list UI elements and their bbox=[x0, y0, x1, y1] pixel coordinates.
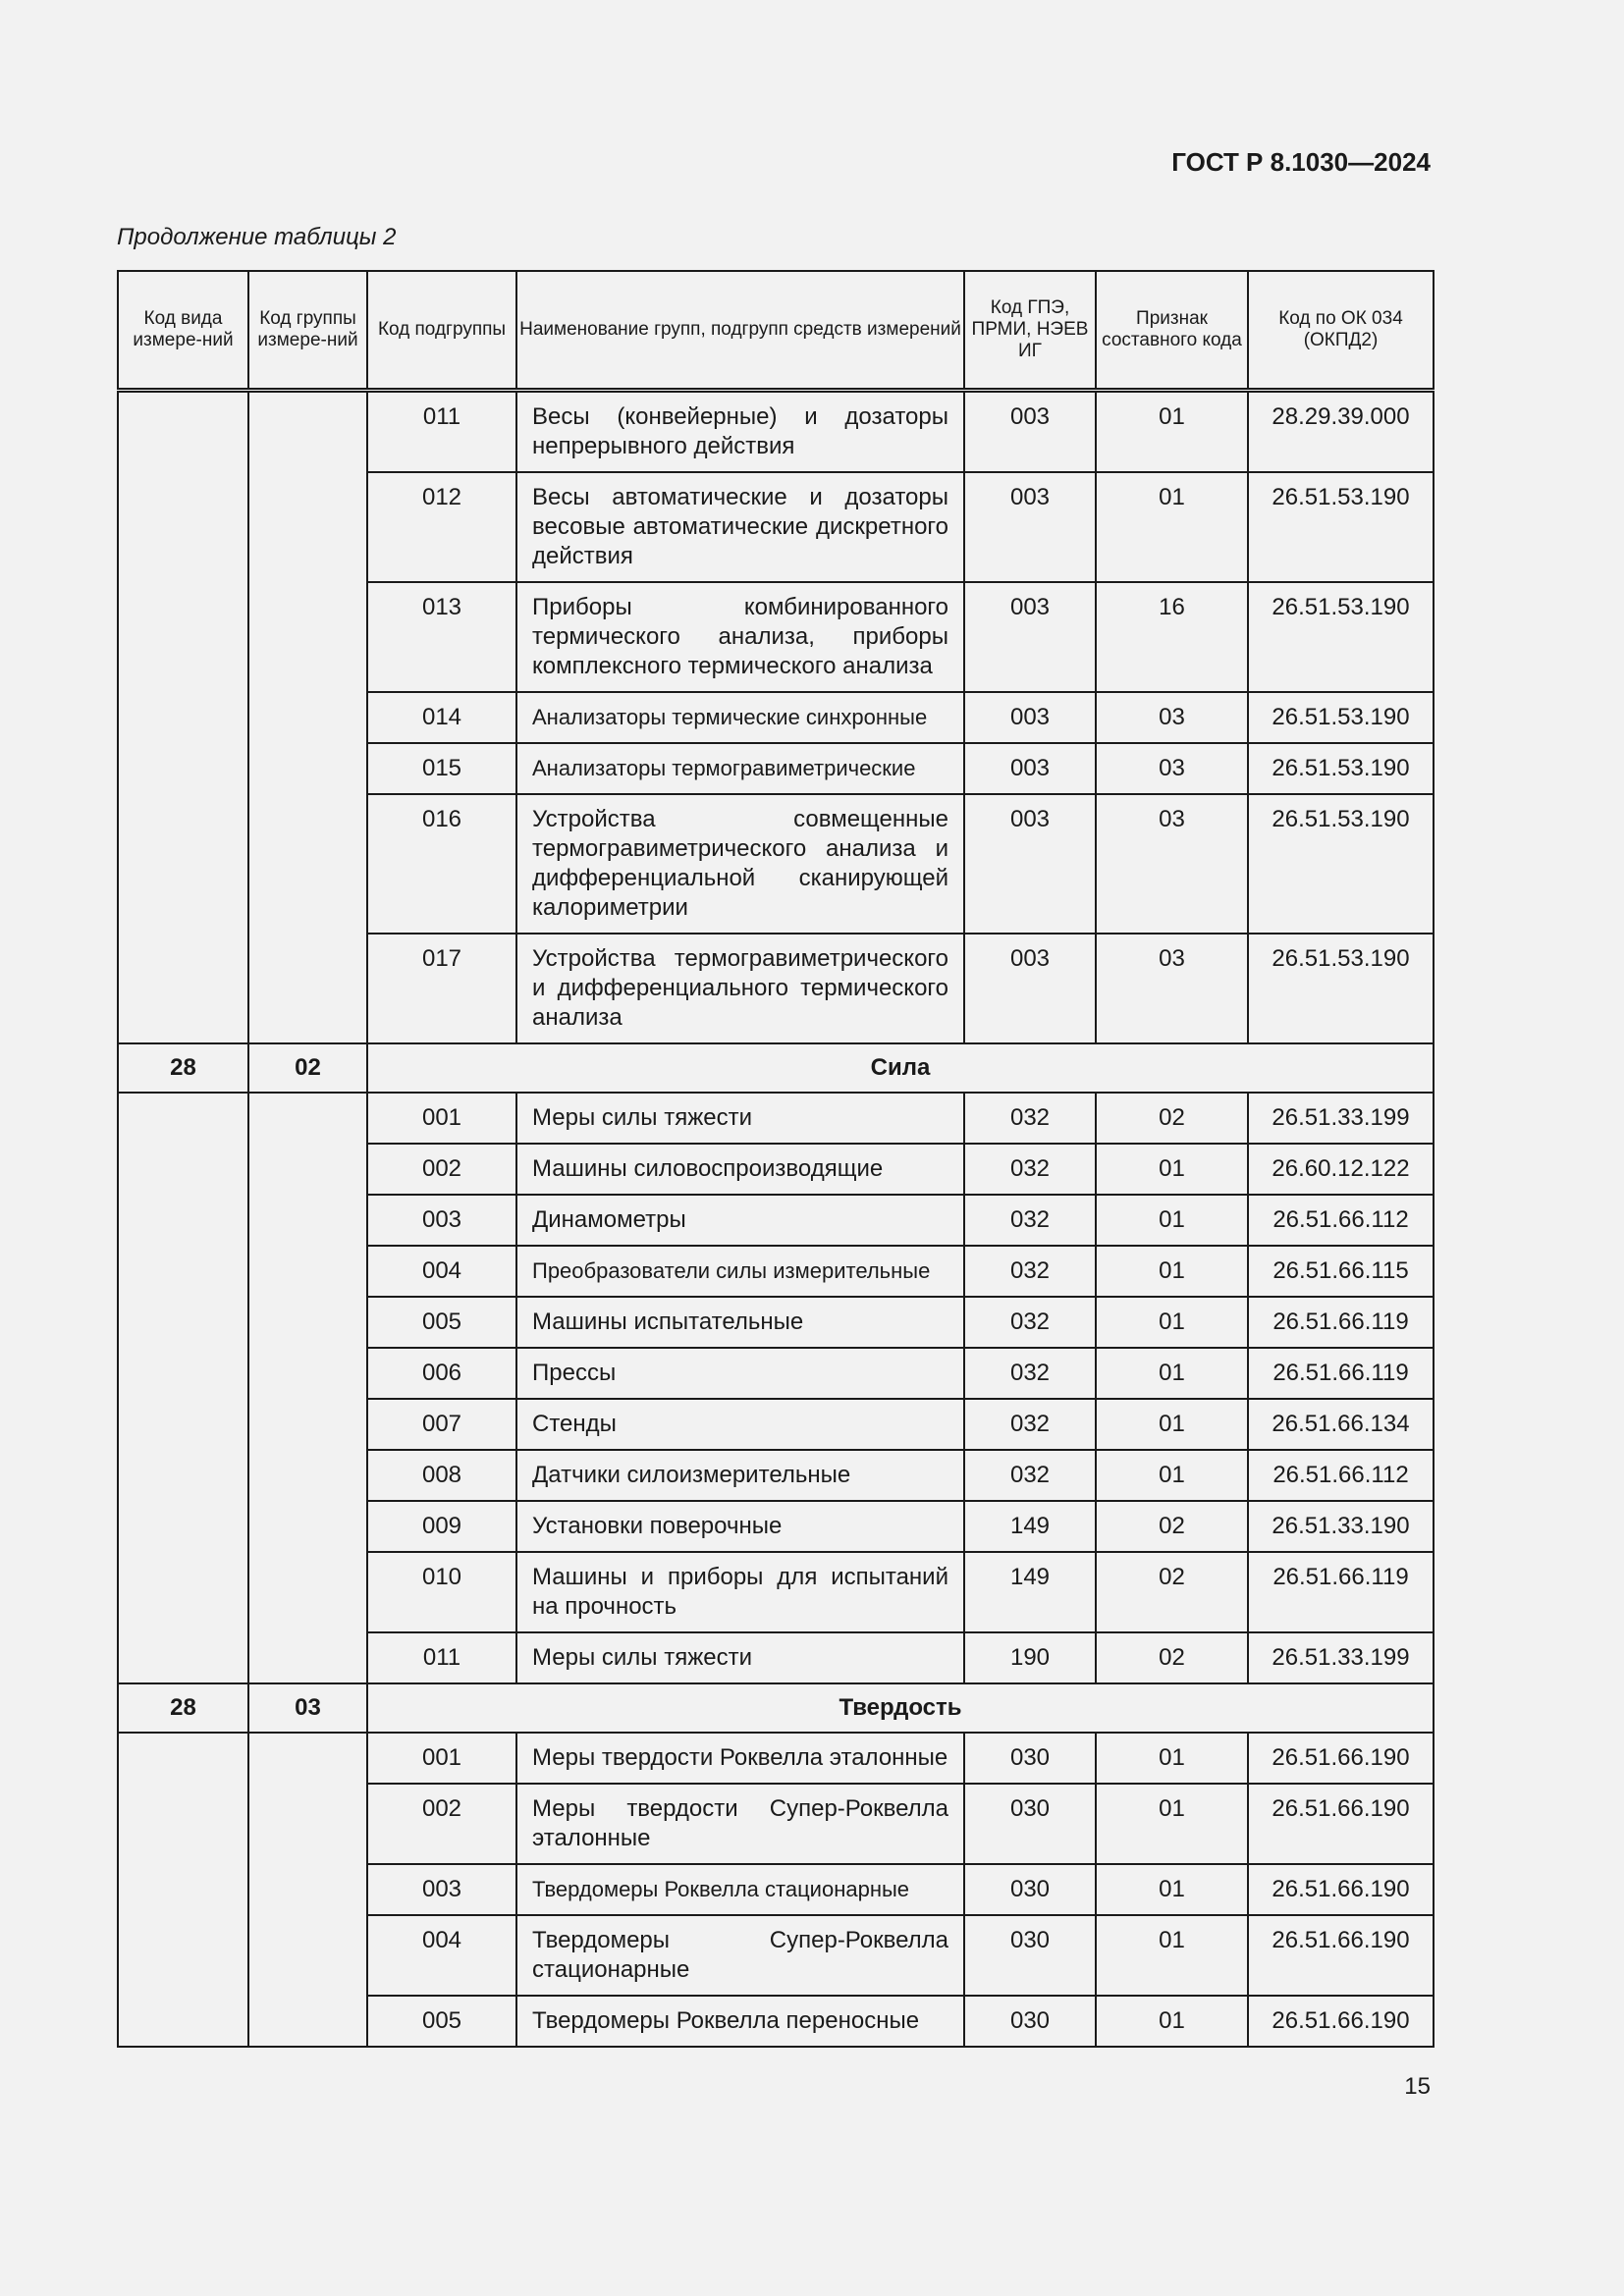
subgroup-name: Анализаторы термические синхронные bbox=[516, 692, 964, 743]
section-row-tverdost bbox=[118, 1683, 1434, 1733]
gpe-code: 030 bbox=[964, 1784, 1096, 1864]
subgroup-code: 002 bbox=[367, 1144, 516, 1195]
gpe-code: 032 bbox=[964, 1144, 1096, 1195]
okpd-code: 26.51.53.190 bbox=[1248, 692, 1434, 743]
okpd-code: 26.51.53.190 bbox=[1248, 794, 1434, 934]
subgroup-code: 005 bbox=[367, 1297, 516, 1348]
subgroup-name: Приборы комбинированного термического анализа, приборы комплексного термического анализа bbox=[516, 582, 964, 692]
composite-sign: 01 bbox=[1096, 1195, 1248, 1246]
empty-vid-cell bbox=[118, 1093, 248, 1683]
subgroup-code: 016 bbox=[367, 794, 516, 934]
subgroup-name: Динамометры bbox=[516, 1195, 964, 1246]
empty-group-cell bbox=[248, 1093, 367, 1683]
gpe-code: 003 bbox=[964, 472, 1096, 582]
table-header-row bbox=[118, 271, 1434, 391]
gpe-code: 032 bbox=[964, 1348, 1096, 1399]
subgroup-name: Весы (конвейерные) и дозаторы непрерывного действия bbox=[516, 391, 964, 473]
subgroup-name: Устройства совмещенные термогравиметрического анализа и дифференциальной сканирующей калориметрии bbox=[516, 794, 964, 934]
column-header: Код вида измере-ний bbox=[118, 271, 248, 391]
okpd-code: 26.51.33.199 bbox=[1248, 1632, 1434, 1683]
subgroup-code: 005 bbox=[367, 1996, 516, 2047]
subgroup-code: 004 bbox=[367, 1246, 516, 1297]
column-header: Код группы измере-ний bbox=[248, 271, 367, 391]
subgroup-name: Машины силовоспроизводящие bbox=[516, 1144, 964, 1195]
subgroup-code: 013 bbox=[367, 582, 516, 692]
page-number: 15 bbox=[1404, 2073, 1431, 2100]
subgroup-code: 002 bbox=[367, 1784, 516, 1864]
okpd-code: 26.51.33.199 bbox=[1248, 1093, 1434, 1144]
empty-group-cell bbox=[248, 391, 367, 1044]
okpd-code: 26.51.66.119 bbox=[1248, 1297, 1434, 1348]
gpe-code: 032 bbox=[964, 1093, 1096, 1144]
subgroup-code: 008 bbox=[367, 1450, 516, 1501]
okpd-code: 26.51.66.119 bbox=[1248, 1348, 1434, 1399]
subgroup-code: 001 bbox=[367, 1733, 516, 1784]
subgroup-code: 014 bbox=[367, 692, 516, 743]
composite-sign: 16 bbox=[1096, 582, 1248, 692]
okpd-code: 26.51.66.112 bbox=[1248, 1450, 1434, 1501]
subgroup-name: Меры твердости Роквелла эталонные bbox=[516, 1733, 964, 1784]
composite-sign: 02 bbox=[1096, 1552, 1248, 1632]
subgroup-name: Твердомеры Супер-Роквелла стационарные bbox=[516, 1915, 964, 1996]
subgroup-code: 011 bbox=[367, 391, 516, 473]
subgroup-name: Меры силы тяжести bbox=[516, 1093, 964, 1144]
composite-sign: 01 bbox=[1096, 1297, 1248, 1348]
subgroup-name: Анализаторы термогравиметрические bbox=[516, 743, 964, 794]
gpe-code: 030 bbox=[964, 1733, 1096, 1784]
composite-sign: 02 bbox=[1096, 1093, 1248, 1144]
okpd-code: 26.60.12.122 bbox=[1248, 1144, 1434, 1195]
subgroup-code: 003 bbox=[367, 1864, 516, 1915]
okpd-code: 26.51.53.190 bbox=[1248, 934, 1434, 1043]
composite-sign: 01 bbox=[1096, 1784, 1248, 1864]
composite-sign: 01 bbox=[1096, 1996, 1248, 2047]
composite-sign: 01 bbox=[1096, 1864, 1248, 1915]
empty-group-cell bbox=[248, 1733, 367, 2047]
column-header: Признак составного кода bbox=[1096, 271, 1248, 391]
table-row bbox=[118, 391, 1434, 473]
gpe-code: 003 bbox=[964, 692, 1096, 743]
empty-vid-cell bbox=[118, 391, 248, 1044]
composite-sign: 03 bbox=[1096, 692, 1248, 743]
gpe-code: 003 bbox=[964, 582, 1096, 692]
gpe-code: 003 bbox=[964, 743, 1096, 794]
subgroup-name: Машины испытательные bbox=[516, 1297, 964, 1348]
column-header: Наименование групп, подгрупп средств измерений bbox=[516, 271, 964, 391]
subgroup-name: Твердомеры Роквелла переносные bbox=[516, 1996, 964, 2047]
subgroup-name: Установки поверочные bbox=[516, 1501, 964, 1552]
section-title: Сила bbox=[367, 1043, 1434, 1093]
subgroup-code: 004 bbox=[367, 1915, 516, 1996]
table-caption: Продолжение таблицы 2 bbox=[117, 224, 397, 250]
gpe-code: 149 bbox=[964, 1552, 1096, 1632]
composite-sign: 01 bbox=[1096, 472, 1248, 582]
composite-sign: 03 bbox=[1096, 743, 1248, 794]
okpd-code: 28.29.39.000 bbox=[1248, 391, 1434, 473]
subgroup-code: 012 bbox=[367, 472, 516, 582]
table-row bbox=[118, 1733, 1434, 1784]
section-vid-code: 28 bbox=[118, 1683, 248, 1733]
okpd-code: 26.51.66.190 bbox=[1248, 1733, 1434, 1784]
subgroup-code: 007 bbox=[367, 1399, 516, 1450]
subgroup-code: 006 bbox=[367, 1348, 516, 1399]
okpd-code: 26.51.53.190 bbox=[1248, 743, 1434, 794]
section-row-sila bbox=[118, 1043, 1434, 1093]
column-header: Код ГПЭ, ПРМИ, НЭЕВ ИГ bbox=[964, 271, 1096, 391]
okpd-code: 26.51.66.190 bbox=[1248, 1784, 1434, 1864]
subgroup-name: Машины и приборы для испытаний на прочность bbox=[516, 1552, 964, 1632]
gpe-code: 149 bbox=[964, 1501, 1096, 1552]
okpd-code: 26.51.66.190 bbox=[1248, 1915, 1434, 1996]
composite-sign: 01 bbox=[1096, 1915, 1248, 1996]
section-group-code: 03 bbox=[248, 1683, 367, 1733]
subgroup-name: Прессы bbox=[516, 1348, 964, 1399]
composite-sign: 01 bbox=[1096, 1348, 1248, 1399]
composite-sign: 03 bbox=[1096, 934, 1248, 1043]
subgroup-name: Меры силы тяжести bbox=[516, 1632, 964, 1683]
composite-sign: 01 bbox=[1096, 1246, 1248, 1297]
okpd-code: 26.51.66.190 bbox=[1248, 1864, 1434, 1915]
subgroup-code: 003 bbox=[367, 1195, 516, 1246]
okpd-code: 26.51.66.119 bbox=[1248, 1552, 1434, 1632]
subgroup-code: 017 bbox=[367, 934, 516, 1043]
subgroup-name: Датчики силоизмерительные bbox=[516, 1450, 964, 1501]
subgroup-name: Весы автоматические и дозаторы весовые автоматические дискретного действия bbox=[516, 472, 964, 582]
document-code: ГОСТ Р 8.1030—2024 bbox=[1171, 147, 1431, 177]
gpe-code: 032 bbox=[964, 1399, 1096, 1450]
gpe-code: 030 bbox=[964, 1996, 1096, 2047]
table-row bbox=[118, 1093, 1434, 1144]
column-header: Код подгруппы bbox=[367, 271, 516, 391]
composite-sign: 01 bbox=[1096, 1450, 1248, 1501]
composite-sign: 02 bbox=[1096, 1632, 1248, 1683]
composite-sign: 01 bbox=[1096, 1144, 1248, 1195]
subgroup-name: Стенды bbox=[516, 1399, 964, 1450]
composite-sign: 01 bbox=[1096, 391, 1248, 473]
gpe-code: 190 bbox=[964, 1632, 1096, 1683]
empty-vid-cell bbox=[118, 1733, 248, 2047]
subgroup-code: 015 bbox=[367, 743, 516, 794]
subgroup-name: Устройства термогравиметрического и дифференциального термического анализа bbox=[516, 934, 964, 1043]
composite-sign: 02 bbox=[1096, 1501, 1248, 1552]
subgroup-code: 001 bbox=[367, 1093, 516, 1144]
subgroup-code: 009 bbox=[367, 1501, 516, 1552]
composite-sign: 03 bbox=[1096, 794, 1248, 934]
section-title: Твердость bbox=[367, 1683, 1434, 1733]
subgroup-name: Преобразователи силы измерительные bbox=[516, 1246, 964, 1297]
section-group-code: 02 bbox=[248, 1043, 367, 1093]
gpe-code: 032 bbox=[964, 1246, 1096, 1297]
okpd-code: 26.51.33.190 bbox=[1248, 1501, 1434, 1552]
subgroup-code: 011 bbox=[367, 1632, 516, 1683]
okpd-code: 26.51.66.134 bbox=[1248, 1399, 1434, 1450]
okpd-code: 26.51.66.112 bbox=[1248, 1195, 1434, 1246]
subgroup-name: Твердомеры Роквелла стационарные bbox=[516, 1864, 964, 1915]
gpe-code: 030 bbox=[964, 1915, 1096, 1996]
composite-sign: 01 bbox=[1096, 1733, 1248, 1784]
gpe-code: 003 bbox=[964, 794, 1096, 934]
okpd-code: 26.51.53.190 bbox=[1248, 472, 1434, 582]
gpe-code: 032 bbox=[964, 1195, 1096, 1246]
column-header: Код по ОК 034 (ОКПД2) bbox=[1248, 271, 1434, 391]
okpd-code: 26.51.66.115 bbox=[1248, 1246, 1434, 1297]
gpe-code: 003 bbox=[964, 391, 1096, 473]
okpd-code: 26.51.66.190 bbox=[1248, 1996, 1434, 2047]
gpe-code: 032 bbox=[964, 1450, 1096, 1501]
subgroup-code: 010 bbox=[367, 1552, 516, 1632]
section-vid-code: 28 bbox=[118, 1043, 248, 1093]
gpe-code: 030 bbox=[964, 1864, 1096, 1915]
classification-table bbox=[117, 270, 1435, 2048]
gpe-code: 032 bbox=[964, 1297, 1096, 1348]
composite-sign: 01 bbox=[1096, 1399, 1248, 1450]
gpe-code: 003 bbox=[964, 934, 1096, 1043]
subgroup-name: Меры твердости Супер-Роквелла эталонные bbox=[516, 1784, 964, 1864]
okpd-code: 26.51.53.190 bbox=[1248, 582, 1434, 692]
